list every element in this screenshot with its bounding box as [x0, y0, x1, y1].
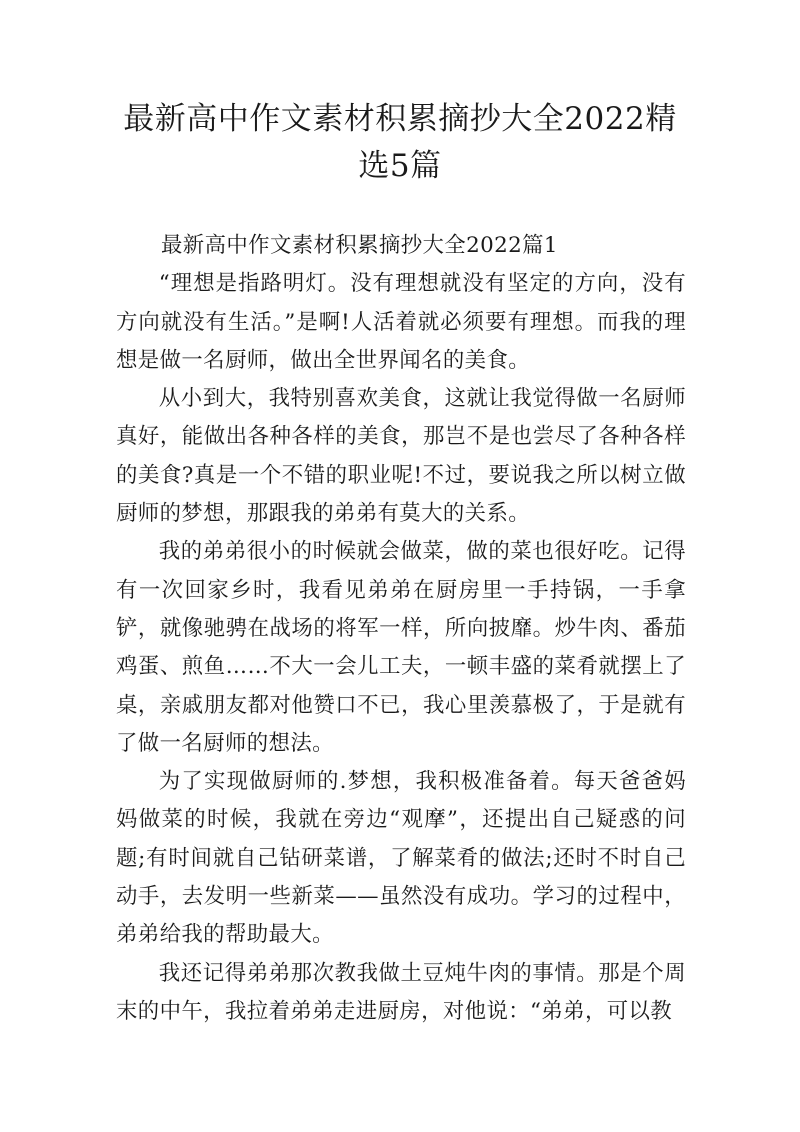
paragraph: 我还记得弟弟那次教我做土豆炖牛肉的事情。那是个周末的中午，我拉着弟弟走进厨房，对他说：“弟弟，可以教 [116, 960, 686, 1024]
paragraph: “理想是指路明灯。没有理想就没有坚定的方向，没有方向就没有生活。”是啊!人活着就必须要有理想。而我的理想是做一名厨师，做出全世界闻名的美食。 [116, 271, 686, 373]
document-title: 最新高中作文素材积累摘抄大全2022精选5篇 [123, 101, 677, 184]
document-body [116, 227, 686, 1031]
section-heading: 最新高中作文素材积累摘抄大全2022篇1 [161, 233, 558, 258]
paragraph: 我的弟弟很小的时候就会做菜，做的菜也很好吃。记得有一次回家乡时，我看见弟弟在厨房里一手持锅，一手拿铲，就像驰骋在战场的将军一样，所向披靡。炒牛肉、番茄鸡蛋、煎鱼……不大一会儿工夫，一顿丰盛的菜肴就摆上了桌，亲戚朋友都对他赞口不已，我心里羡慕极了，于是就有了做一名厨师的想法。 [116, 539, 686, 756]
paragraph: 为了实现做厨师的.梦想，我积极准备着。每天爸爸妈妈做菜的时候，我就在旁边“观摩”，还提出自己疑惑的问题;有时间就自己钻研菜谱，了解菜肴的做法;还时不时自己动手，去发明一些新菜——虽然没有成功。学习的过程中，弟弟给我的帮助最大。 [116, 769, 686, 948]
paragraph: 从小到大，我特别喜欢美食，这就让我觉得做一名厨师真好，能做出各种各样的美食，那岂不是也尝尽了各种各样的美食?真是一个不错的职业呢!不过，要说我之所以树立做厨师的梦想，那跟我的弟弟有莫大的关系。 [116, 386, 686, 527]
